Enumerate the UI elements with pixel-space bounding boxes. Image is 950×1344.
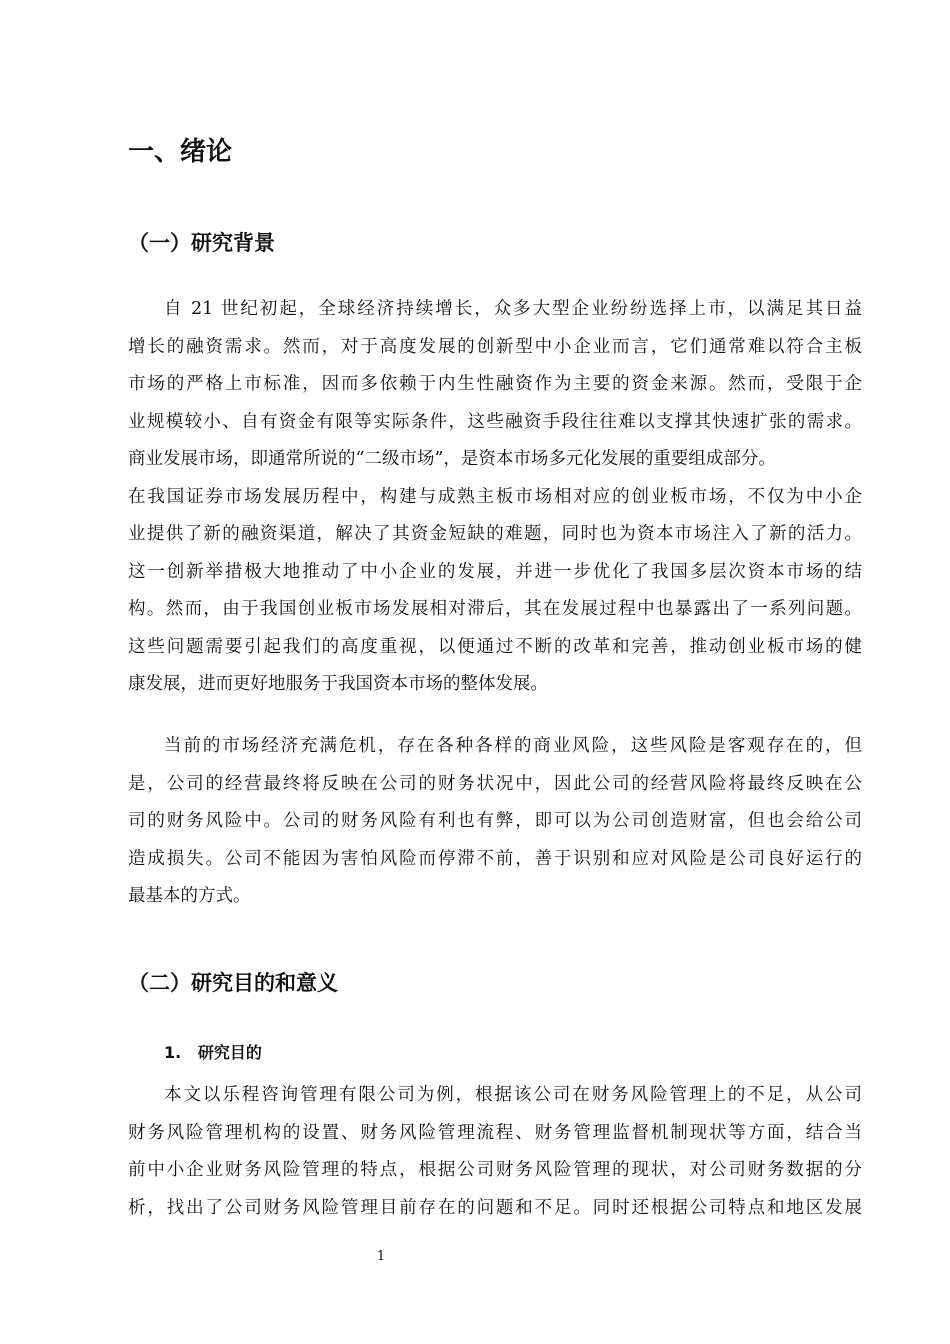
paragraph-background-1 bbox=[128, 291, 862, 704]
text-line: 造成损失。公司不能因为害怕风险而停滞不前，善于识别和应对风险是公司良好运行的 bbox=[128, 848, 862, 869]
page-number: 1 bbox=[376, 1249, 386, 1264]
text-line: 前中小企业财务风险管理的特点，根据公司财务风险管理的现状，对公司财务数据的分 bbox=[128, 1160, 862, 1180]
text-line: 司的财务风险中。公司的财务风险有利也有弊，即可以为公司创造财富，但也会给公司 bbox=[128, 811, 862, 831]
text-line: 业提供了新的融资渠道，解决了其资金短缺的难题，同时也为资本市场注入了新的活力。 bbox=[128, 524, 862, 544]
paragraph-purpose-1 bbox=[128, 1077, 862, 1227]
text-line: 本文以乐程咨询管理有限公司为例，根据该公司在财务风险管理上的不足，从公司 bbox=[164, 1085, 862, 1105]
paragraph-background-2 bbox=[128, 728, 862, 916]
text-line: 最基本的方式。 bbox=[128, 886, 251, 906]
subsection-heading-purpose: 1. 研究目的 bbox=[164, 1043, 262, 1062]
text-line: 增长的融资需求。然而，对于高度发展的创新型中小企业而言，它们通常难以符合主板 bbox=[128, 336, 862, 357]
text-line: 在我国证券市场发展历程中，构建与成熟主板市场相对应的创业板市场，不仅为中小企 bbox=[128, 486, 862, 507]
chapter-heading: 一、绪论 bbox=[128, 137, 233, 167]
text-line: 自 21 世纪初起，全球经济持续增长，众多大型企业纷纷选择上市，以满足其日益 bbox=[164, 299, 862, 319]
text-line: 财务风险管理机构的设置、财务风险管理流程、财务管理监督机制现状等方面，结合当 bbox=[128, 1122, 862, 1143]
text-line: 康发展，进而更好地服务于我国资本市场的整体发展。 bbox=[128, 674, 548, 694]
text-line: 市场的严格上市标准，因而多依赖于内生性融资作为主要的资金来源。然而，受限于企 bbox=[128, 374, 862, 394]
section-heading-purpose: （二）研究目的和意义 bbox=[128, 971, 338, 995]
text-line: 这些问题需要引起我们的高度重视，以便通过不断的改革和完善，推动创业板市场的健 bbox=[128, 636, 862, 657]
text-line: 业规模较小、自有资金有限等实际条件，这些融资手段往往难以支撑其快速扩张的需求。 bbox=[128, 411, 862, 432]
text-line: 析，找出了公司财务风险管理目前存在的问题和不足。同时还根据公司特点和地区发展 bbox=[128, 1197, 862, 1218]
text-line: 构。然而，由于我国创业板市场发展相对滞后，其在发展过程中也暴露出了一系列问题。 bbox=[128, 599, 862, 619]
text-line: 商业发展市场，即通常所说的“二级市场”，是资本市场多元化发展的重要组成部分。 bbox=[128, 449, 776, 469]
section-heading-background: （一）研究背景 bbox=[128, 231, 275, 255]
text-line: 当前的市场经济充满危机，存在各种各样的商业风险，这些风险是客观存在的，但 bbox=[164, 736, 862, 756]
text-line: 这一创新举措极大地推动了中小企业的发展，并进一步优化了我国多层次资本市场的结 bbox=[128, 561, 862, 582]
text-line: 是，公司的经营最终将反映在公司的财务状况中，因此公司的经营风险将最终反映在公 bbox=[128, 773, 862, 794]
